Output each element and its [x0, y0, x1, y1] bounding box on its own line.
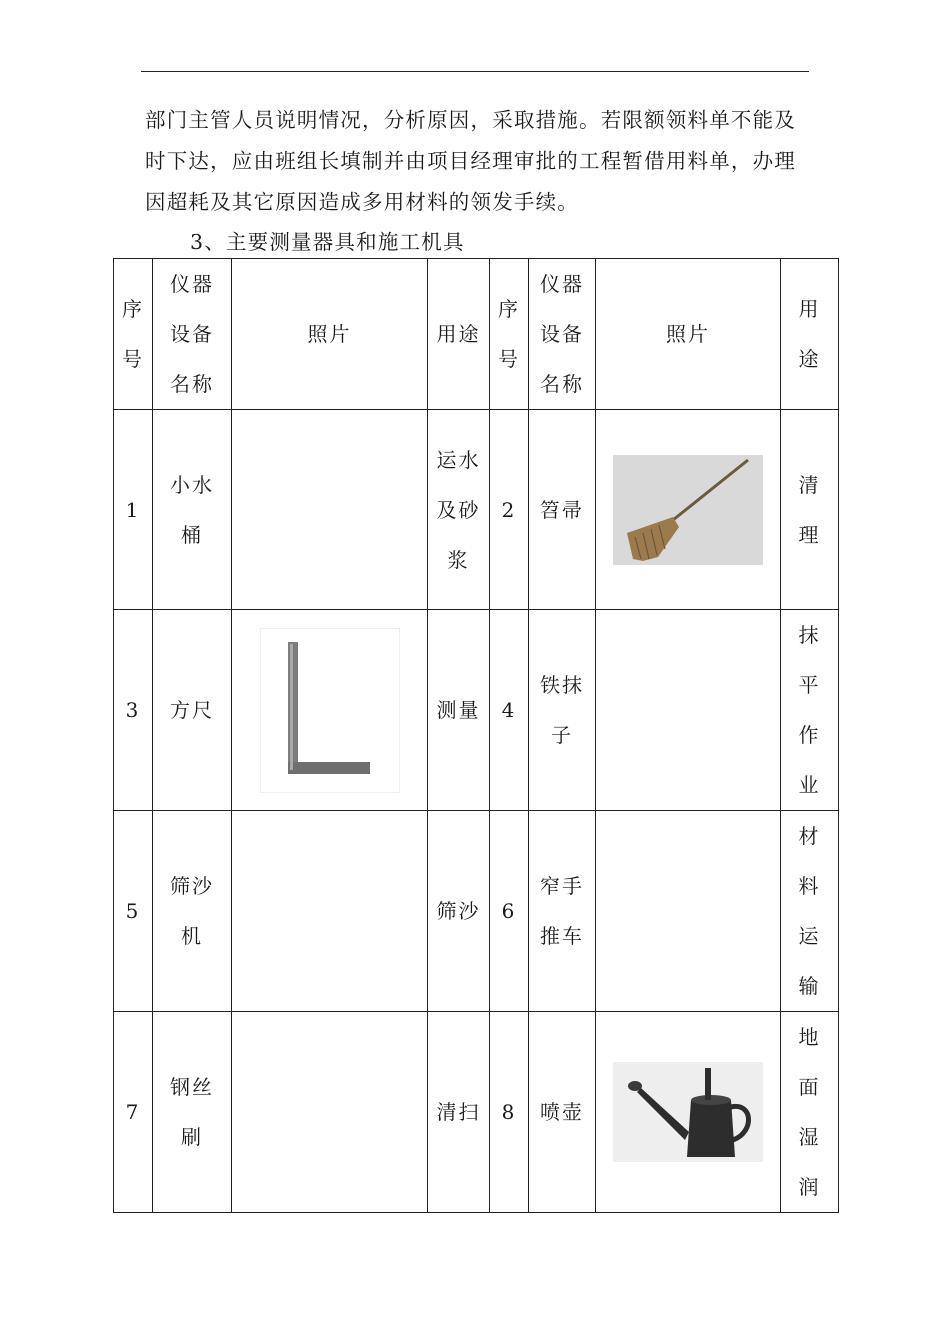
paragraph-line: 时下达，应由班组长填制并由项目经理审批的工程暂借用料单，办理: [145, 149, 796, 173]
cell-use: 抹平作业: [781, 610, 839, 811]
cell-seq: 1: [114, 410, 153, 610]
cell-use: 筛沙: [428, 811, 490, 1012]
cell-photo: [596, 1012, 781, 1213]
header-rule: [141, 71, 809, 72]
cell-seq: 5: [114, 811, 153, 1012]
table-row: [114, 811, 839, 1012]
broom-photo: [613, 455, 763, 565]
cell-name: 铁抹子: [529, 610, 596, 811]
cell-photo: [596, 410, 781, 610]
table-header-row: [114, 259, 839, 410]
cell-use: 清理: [781, 410, 839, 610]
header-photo: 照片: [232, 259, 428, 410]
watering-can-photo: [613, 1062, 763, 1162]
cell-use: 运水及砂浆: [428, 410, 490, 610]
cell-name: 筛沙机: [153, 811, 232, 1012]
cell-seq: 8: [490, 1012, 529, 1213]
header-use-2: 用途: [781, 259, 839, 410]
table-row: [114, 410, 839, 610]
cell-photo: [232, 610, 428, 811]
equipment-table: [113, 258, 839, 1213]
square-ruler-photo: [260, 628, 400, 793]
table-row: [114, 610, 839, 811]
cell-name: 小水桶: [153, 410, 232, 610]
cell-photo-empty: [232, 1012, 428, 1213]
cell-name: 喷壶: [529, 1012, 596, 1213]
cell-use: 清扫: [428, 1012, 490, 1213]
cell-name: 窄手推车: [529, 811, 596, 1012]
cell-seq: 4: [490, 610, 529, 811]
cell-photo-empty: [596, 610, 781, 811]
header-use: 用途: [428, 259, 490, 410]
cell-use: 材料运输: [781, 811, 839, 1012]
header-seq: 序号: [114, 259, 153, 410]
cell-use: 地面湿润: [781, 1012, 839, 1213]
cell-photo-empty: [232, 410, 428, 610]
cell-photo-empty: [232, 811, 428, 1012]
cell-seq: 3: [114, 610, 153, 811]
cell-name: 笤帚: [529, 410, 596, 610]
table-row: [114, 1012, 839, 1213]
cell-use: 测量: [428, 610, 490, 811]
cell-name: 钢丝刷: [153, 1012, 232, 1213]
paragraph-line: 部门主管人员说明情况，分析原因，采取措施。若限额领料单不能及: [145, 108, 796, 132]
header-name: 仪器设备名称: [153, 259, 232, 410]
cell-seq: 6: [490, 811, 529, 1012]
cell-seq: 2: [490, 410, 529, 610]
section-title: 3、主要测量器具和施工机具: [190, 230, 465, 254]
header-photo-2: 照片: [596, 259, 781, 410]
cell-photo-empty: [596, 811, 781, 1012]
cell-name: 方尺: [153, 610, 232, 811]
header-name-2: 仪器设备名称: [529, 259, 596, 410]
body-paragraph: [145, 100, 825, 223]
cell-seq: 7: [114, 1012, 153, 1213]
header-seq-2: 序号: [490, 259, 529, 410]
paragraph-line: 因超耗及其它原因造成多用材料的领发手续。: [145, 190, 579, 214]
